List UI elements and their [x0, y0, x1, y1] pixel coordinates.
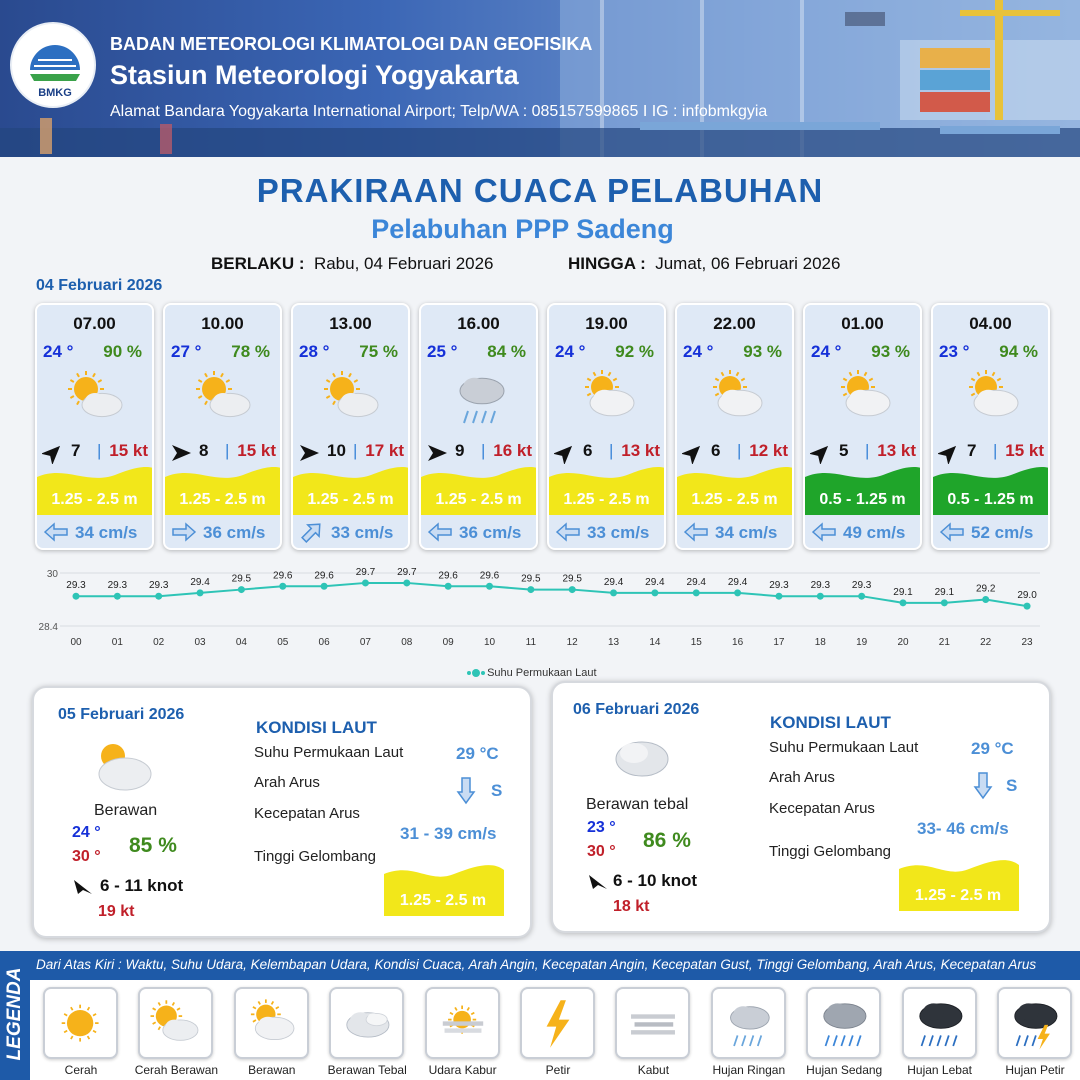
sst-data-point: [486, 583, 493, 590]
card-separator: |: [865, 441, 870, 460]
sst-data-label: 29.3: [851, 580, 872, 592]
day3-date: 06 Februari 2026: [573, 701, 700, 718]
legend-item-label: Hujan Lebat: [907, 1063, 972, 1077]
day2-gust: 19 kt: [98, 903, 135, 920]
sst-data-point: [1024, 603, 1031, 610]
sst-data-point: [73, 593, 80, 600]
y-tick-label: 28.4: [38, 622, 58, 633]
petir-icon: [529, 995, 587, 1053]
sst-legend: [472, 667, 597, 679]
cerah-berawan-icon: [147, 995, 205, 1053]
sst-data-label: 29.4: [190, 576, 210, 588]
sst-data-label: 29.0: [1017, 590, 1037, 602]
x-tick-label: 08: [401, 637, 413, 648]
day3-cur-dir-label: Arah Arus: [769, 769, 835, 786]
sst-legend-label: Suhu Permukaan Laut: [487, 667, 597, 679]
card-gust: 15 kt: [1005, 441, 1044, 460]
day3-temp-min: 23 °: [587, 819, 616, 836]
cerah-berawan-icon: [64, 365, 130, 431]
sst-data-label: 29.6: [479, 570, 500, 582]
legend-side-label: LEGENDA: [4, 967, 25, 1061]
card-temperature: 23 °: [939, 342, 970, 361]
card-separator: |: [737, 441, 742, 460]
sst-data-point: [775, 593, 782, 600]
legend-description: Dari Atas Kiri : Waktu, Suhu Udara, Kelembapan Udara, Kondisi Cuaca, Arah Angin, Kecepatan Angin, Kecepatan Gust, Tinggi Gelombang, Arah Arus, Kecepatan Arus: [36, 957, 1037, 972]
card-humidity: 84 %: [487, 342, 526, 361]
card-wind-speed: 8: [199, 441, 209, 460]
card-temperature: 27 °: [171, 342, 202, 361]
sst-data-label: 29.7: [397, 566, 417, 578]
sst-data-point: [569, 586, 576, 593]
card-current-speed: 36 cm/s: [459, 523, 522, 542]
x-tick-label: 23: [1021, 637, 1033, 648]
x-tick-label: 15: [690, 637, 702, 648]
day3-humidity: 86 %: [643, 829, 691, 852]
day2-sst-label: Suhu Permukaan Laut: [254, 744, 404, 761]
wind-direction-arrow-icon: [298, 442, 320, 464]
cerah-icon: [52, 995, 110, 1053]
x-tick-label: 11: [525, 637, 537, 648]
card-humidity: 93 %: [743, 342, 782, 361]
berawan-icon: [960, 365, 1026, 431]
day2-wave-label: Tinggi Gelombang: [254, 848, 377, 865]
x-tick-label: 19: [856, 637, 868, 648]
sst-data-point: [817, 593, 824, 600]
sst-data-point: [858, 593, 865, 600]
x-tick-label: 02: [153, 637, 165, 648]
cerah-berawan-icon: [320, 365, 386, 431]
day2-condition: Berawan: [94, 802, 158, 819]
card-gust: 12 kt: [749, 441, 788, 460]
berawan-icon: [89, 736, 155, 796]
card-current-speed: 33 cm/s: [587, 523, 650, 542]
x-tick-label: 06: [318, 637, 330, 648]
card-time: 19.00: [585, 314, 628, 333]
sst-data-label: 29.2: [975, 583, 996, 595]
header-banner: [0, 0, 1080, 157]
x-tick-label: 07: [359, 637, 372, 648]
sst-data-label: 29.3: [810, 580, 831, 592]
valid-from-label: BERLAKU :: [211, 254, 305, 273]
x-tick-label: 13: [607, 637, 620, 648]
card-separator: |: [97, 441, 102, 460]
day2-date: 05 Februari 2026: [58, 706, 185, 723]
card-temperature: 24 °: [43, 342, 74, 361]
legend-side-tab: [0, 951, 30, 1080]
legend-item: [43, 987, 118, 1059]
day2-temp-min: 24 °: [72, 824, 101, 841]
card-time: 10.00: [201, 314, 244, 333]
wind-direction-arrow-icon: [426, 442, 448, 464]
x-tick-label: 04: [235, 637, 247, 648]
sst-data-point: [445, 583, 452, 590]
legend-item: [711, 987, 786, 1059]
x-tick-label: 05: [277, 637, 289, 648]
card-time: 16.00: [457, 314, 500, 333]
day3-wind-speed: 6 - 10 knot: [613, 871, 698, 890]
sst-data-point: [651, 589, 658, 596]
day2-sea-title: KONDISI LAUT: [256, 718, 377, 737]
berawan-tebal-icon: [608, 733, 674, 783]
day3-wave-value: 1.25 - 2.5 m: [914, 887, 1002, 904]
day2-cur-dir-label: Arah Arus: [254, 774, 320, 791]
card-time: 01.00: [841, 314, 884, 333]
sst-data-point: [114, 593, 121, 600]
sst-data-point: [238, 586, 245, 593]
port-name: Pelabuhan PPP Sadeng: [371, 214, 674, 244]
legend-item-label: Hujan Ringan: [712, 1063, 786, 1077]
current-direction-arrow-icon: [171, 521, 197, 543]
legend-item-label: Hujan Sedang: [806, 1063, 883, 1077]
sst-data-label: 29.5: [231, 573, 252, 585]
card-humidity: 90 %: [103, 342, 142, 361]
current-direction-arrow-icon: [43, 521, 69, 543]
card-temperature: 25 °: [427, 342, 458, 361]
legend-item-label: Cerah Berawan: [134, 1063, 219, 1077]
wind-direction-arrow-icon: [42, 442, 64, 464]
card-current-speed: 49 cm/s: [843, 523, 906, 542]
legend-item: [997, 987, 1072, 1059]
card-wind-speed: 7: [71, 441, 81, 460]
forecast-card: [35, 303, 154, 550]
valid-to-value: Jumat, 06 Februari 2026: [655, 254, 841, 273]
card-wind-speed: 5: [839, 441, 849, 460]
sst-data-label: 29.5: [521, 573, 541, 585]
card-separator: |: [993, 441, 998, 460]
legend-item-label: Udara Kabur: [428, 1063, 497, 1077]
x-tick-label: 14: [649, 637, 661, 648]
sst-data-label: 29.6: [314, 570, 334, 582]
card-time: 04.00: [969, 314, 1012, 333]
hujan-sedang-icon: [815, 995, 873, 1053]
sst-data-label: 29.4: [645, 576, 665, 588]
sst-data-point: [900, 599, 907, 606]
forecast-card: [419, 303, 538, 550]
card-separator: |: [609, 441, 614, 460]
berawan-icon: [832, 365, 898, 431]
card-temperature: 24 °: [555, 342, 586, 361]
card-humidity: 93 %: [871, 342, 910, 361]
sst-data-label: 29.4: [686, 576, 706, 588]
x-tick-label: 12: [566, 637, 578, 648]
current-direction-arrow-icon: [555, 521, 581, 543]
x-tick-label: 10: [483, 637, 496, 648]
agency-name: BADAN METEOROLOGI KLIMATOLOGI DAN GEOFISIKA: [110, 34, 593, 54]
x-tick-label: 20: [897, 637, 909, 648]
forecast-card: [675, 303, 794, 550]
day3-sst-label: Suhu Permukaan Laut: [769, 739, 919, 756]
card-time: 13.00: [329, 314, 372, 333]
card-gust: 13 kt: [621, 441, 660, 460]
legend-item: [138, 987, 213, 1059]
day3-gust: 18 kt: [613, 898, 650, 915]
day2-temp-max: 30 °: [72, 848, 101, 865]
card-gust: 15 kt: [237, 441, 276, 460]
sst-data-label: 29.3: [66, 580, 86, 592]
berawan-icon: [576, 365, 642, 431]
sst-data-label: 29.1: [934, 586, 955, 598]
card-current-speed: 33 cm/s: [331, 523, 394, 542]
legend-item-label: Berawan: [248, 1063, 296, 1077]
card-temperature: 24 °: [683, 342, 714, 361]
card-wave-height: 1.25 - 2.5 m: [179, 491, 266, 508]
card-wave-height: 0.5 - 1.25 m: [947, 491, 1034, 508]
card-wave-height: 1.25 - 2.5 m: [435, 491, 522, 508]
valid-to-label: HINGGA :: [568, 254, 646, 273]
sst-data-label: 29.3: [148, 580, 169, 592]
legend-item: [615, 987, 690, 1059]
card-wave-height: 0.5 - 1.25 m: [819, 491, 906, 508]
card-wind-speed: 6: [711, 441, 721, 460]
valid-from-value: Rabu, 04 Februari 2026: [313, 254, 494, 273]
card-temperature: 28 °: [299, 342, 330, 361]
hujan-lebat-icon: [911, 995, 969, 1053]
sst-data-label: 29.6: [438, 570, 458, 582]
udara-kabur-icon: [434, 995, 492, 1053]
day1-date: 04 Februari 2026: [36, 277, 163, 294]
legend-item-label: Petir: [545, 1063, 571, 1077]
y-tick-label: 30: [46, 569, 58, 580]
sst-data-label: 29.6: [273, 570, 293, 582]
card-wind-speed: 10: [327, 441, 346, 460]
card-current-speed: 36 cm/s: [203, 523, 266, 542]
card-wind-speed: 9: [455, 441, 465, 460]
sst-data-label: 29.4: [727, 576, 748, 588]
wind-direction-arrow-icon: [938, 442, 960, 464]
berawan-icon: [704, 365, 770, 431]
card-current-speed: 34 cm/s: [715, 523, 778, 542]
wind-direction-arrow-icon: [810, 442, 832, 464]
card-gust: 13 kt: [877, 441, 916, 460]
forecast-card: [931, 303, 1050, 550]
legend-item: [902, 987, 977, 1059]
card-wave-height: 1.25 - 2.5 m: [691, 491, 778, 508]
sst-data-point: [321, 583, 328, 590]
legend-item-label: Hujan Petir: [1005, 1063, 1065, 1077]
day2-panel: [32, 686, 532, 938]
sst-data-point: [941, 599, 948, 606]
x-tick-label: 17: [773, 637, 785, 648]
logo-text: BMKG: [38, 87, 72, 99]
card-current-speed: 34 cm/s: [75, 523, 138, 542]
card-separator: |: [353, 441, 358, 460]
x-tick-label: 00: [70, 637, 82, 648]
sst-data-point: [982, 596, 989, 603]
x-tick-label: 09: [442, 637, 454, 648]
day2-humidity: 85 %: [129, 834, 177, 857]
wind-direction-arrow-icon: [554, 442, 576, 464]
day3-wave-label: Tinggi Gelombang: [769, 843, 892, 860]
sst-data-label: 29.3: [769, 580, 789, 592]
sst-data-label: 29.5: [562, 573, 582, 585]
x-tick-label: 16: [732, 637, 744, 648]
day3-cur-speed-value: 33- 46 cm/s: [917, 819, 1009, 838]
forecast-card: [547, 303, 666, 550]
card-gust: 17 kt: [365, 441, 404, 460]
card-gust: 16 kt: [493, 441, 532, 460]
day2-sst-value: 29 °C: [456, 744, 499, 763]
card-wave-height: 1.25 - 2.5 m: [51, 491, 138, 508]
hujan-ringan-icon: [448, 365, 514, 431]
x-tick-label: 22: [980, 637, 992, 648]
card-humidity: 94 %: [999, 342, 1038, 361]
forecast-card: [163, 303, 282, 550]
current-direction-arrow-icon: [299, 521, 325, 543]
forecast-card: [291, 303, 410, 550]
hujan-ringan-icon: [720, 995, 778, 1053]
day3-condition: Berawan tebal: [586, 796, 689, 813]
sst-data-point: [693, 589, 700, 596]
day2-cur-speed-label: Kecepatan Arus: [254, 805, 360, 822]
kabut-icon: [624, 995, 682, 1053]
sst-data-point: [610, 589, 617, 596]
x-tick-label: 18: [814, 637, 826, 648]
sst-data-point: [527, 586, 534, 593]
legend-item: [234, 987, 309, 1059]
sst-data-point: [155, 593, 162, 600]
sst-data-label: 29.1: [893, 586, 913, 598]
card-humidity: 78 %: [231, 342, 270, 361]
station-name: Stasiun Meteorologi Yogyakarta: [110, 60, 519, 90]
sst-data-label: 29.7: [355, 566, 376, 578]
legend-item-label: Cerah: [64, 1063, 98, 1077]
sst-data-label: 29.3: [107, 580, 128, 592]
sst-data-point: [362, 579, 369, 586]
day2-current-arrow-icon: [456, 776, 476, 806]
card-separator: |: [481, 441, 486, 460]
day2-wind-arrow-icon: [72, 876, 94, 896]
day3-temp-max: 30 °: [587, 843, 616, 860]
forecast-card: [803, 303, 922, 550]
current-direction-arrow-icon: [811, 521, 837, 543]
day3-panel: [551, 681, 1051, 933]
x-tick-label: 01: [111, 637, 123, 648]
card-wind-speed: 7: [967, 441, 977, 460]
bmkg-logo: [10, 22, 96, 108]
card-time: 07.00: [73, 314, 116, 333]
sst-data-label: 29.4: [603, 576, 624, 588]
card-separator: |: [225, 441, 230, 460]
sst-series-line: [76, 583, 1027, 606]
sst-data-point: [197, 589, 204, 596]
wind-direction-arrow-icon: [170, 442, 192, 464]
legend-item-label: Kabut: [637, 1063, 670, 1077]
current-direction-arrow-icon: [427, 521, 453, 543]
day2-wind-speed: 6 - 11 knot: [100, 876, 184, 895]
card-gust: 15 kt: [109, 441, 148, 460]
berawan-icon: [243, 995, 301, 1053]
x-tick-label: 21: [938, 637, 950, 648]
day3-cur-dir-value: S: [1006, 776, 1018, 795]
card-humidity: 75 %: [359, 342, 398, 361]
card-current-speed: 52 cm/s: [971, 523, 1034, 542]
legend-item: [520, 987, 595, 1059]
sst-data-point: [403, 579, 410, 586]
sst-data-point: [279, 583, 286, 590]
day3-sea-title: KONDISI LAUT: [770, 713, 891, 732]
hujan-petir-icon: [1006, 995, 1064, 1053]
x-tick-label: 03: [194, 637, 206, 648]
card-wind-speed: 6: [583, 441, 593, 460]
day3-current-arrow-icon: [973, 771, 993, 801]
valid-to: [568, 254, 840, 274]
cerah-berawan-icon: [192, 365, 258, 431]
current-direction-arrow-icon: [939, 521, 965, 543]
day3-cur-speed-label: Kecepatan Arus: [769, 800, 875, 817]
card-wave-height: 1.25 - 2.5 m: [307, 491, 394, 508]
valid-from: [211, 254, 494, 274]
page-title: PRAKIRAAN CUACA PELABUHAN: [256, 172, 824, 209]
sst-data-point: [734, 589, 741, 596]
sst-legend-marker: [472, 669, 480, 677]
day2-wave-value: 1.25 - 2.5 m: [399, 892, 487, 909]
legend-item-label: Berawan Tebal: [327, 1063, 407, 1077]
legend-item: [329, 987, 404, 1059]
berawan-tebal-icon: [338, 995, 396, 1053]
card-humidity: 92 %: [615, 342, 654, 361]
wind-direction-arrow-icon: [682, 442, 704, 464]
current-direction-arrow-icon: [683, 521, 709, 543]
day3-wind-arrow-icon: [587, 871, 609, 891]
day3-sst-value: 29 °C: [971, 739, 1014, 758]
day2-cur-dir-value: S: [491, 781, 503, 800]
legend-item: [806, 987, 881, 1059]
legend-item: [425, 987, 500, 1059]
card-temperature: 24 °: [811, 342, 842, 361]
card-time: 22.00: [713, 314, 756, 333]
card-wave-height: 1.25 - 2.5 m: [563, 491, 650, 508]
day2-cur-speed-value: 31 - 39 cm/s: [400, 824, 497, 843]
station-address: Alamat Bandara Yogyakarta International Airport; Telp/WA : 085157599865 I IG : infobmkgyia: [110, 103, 768, 120]
